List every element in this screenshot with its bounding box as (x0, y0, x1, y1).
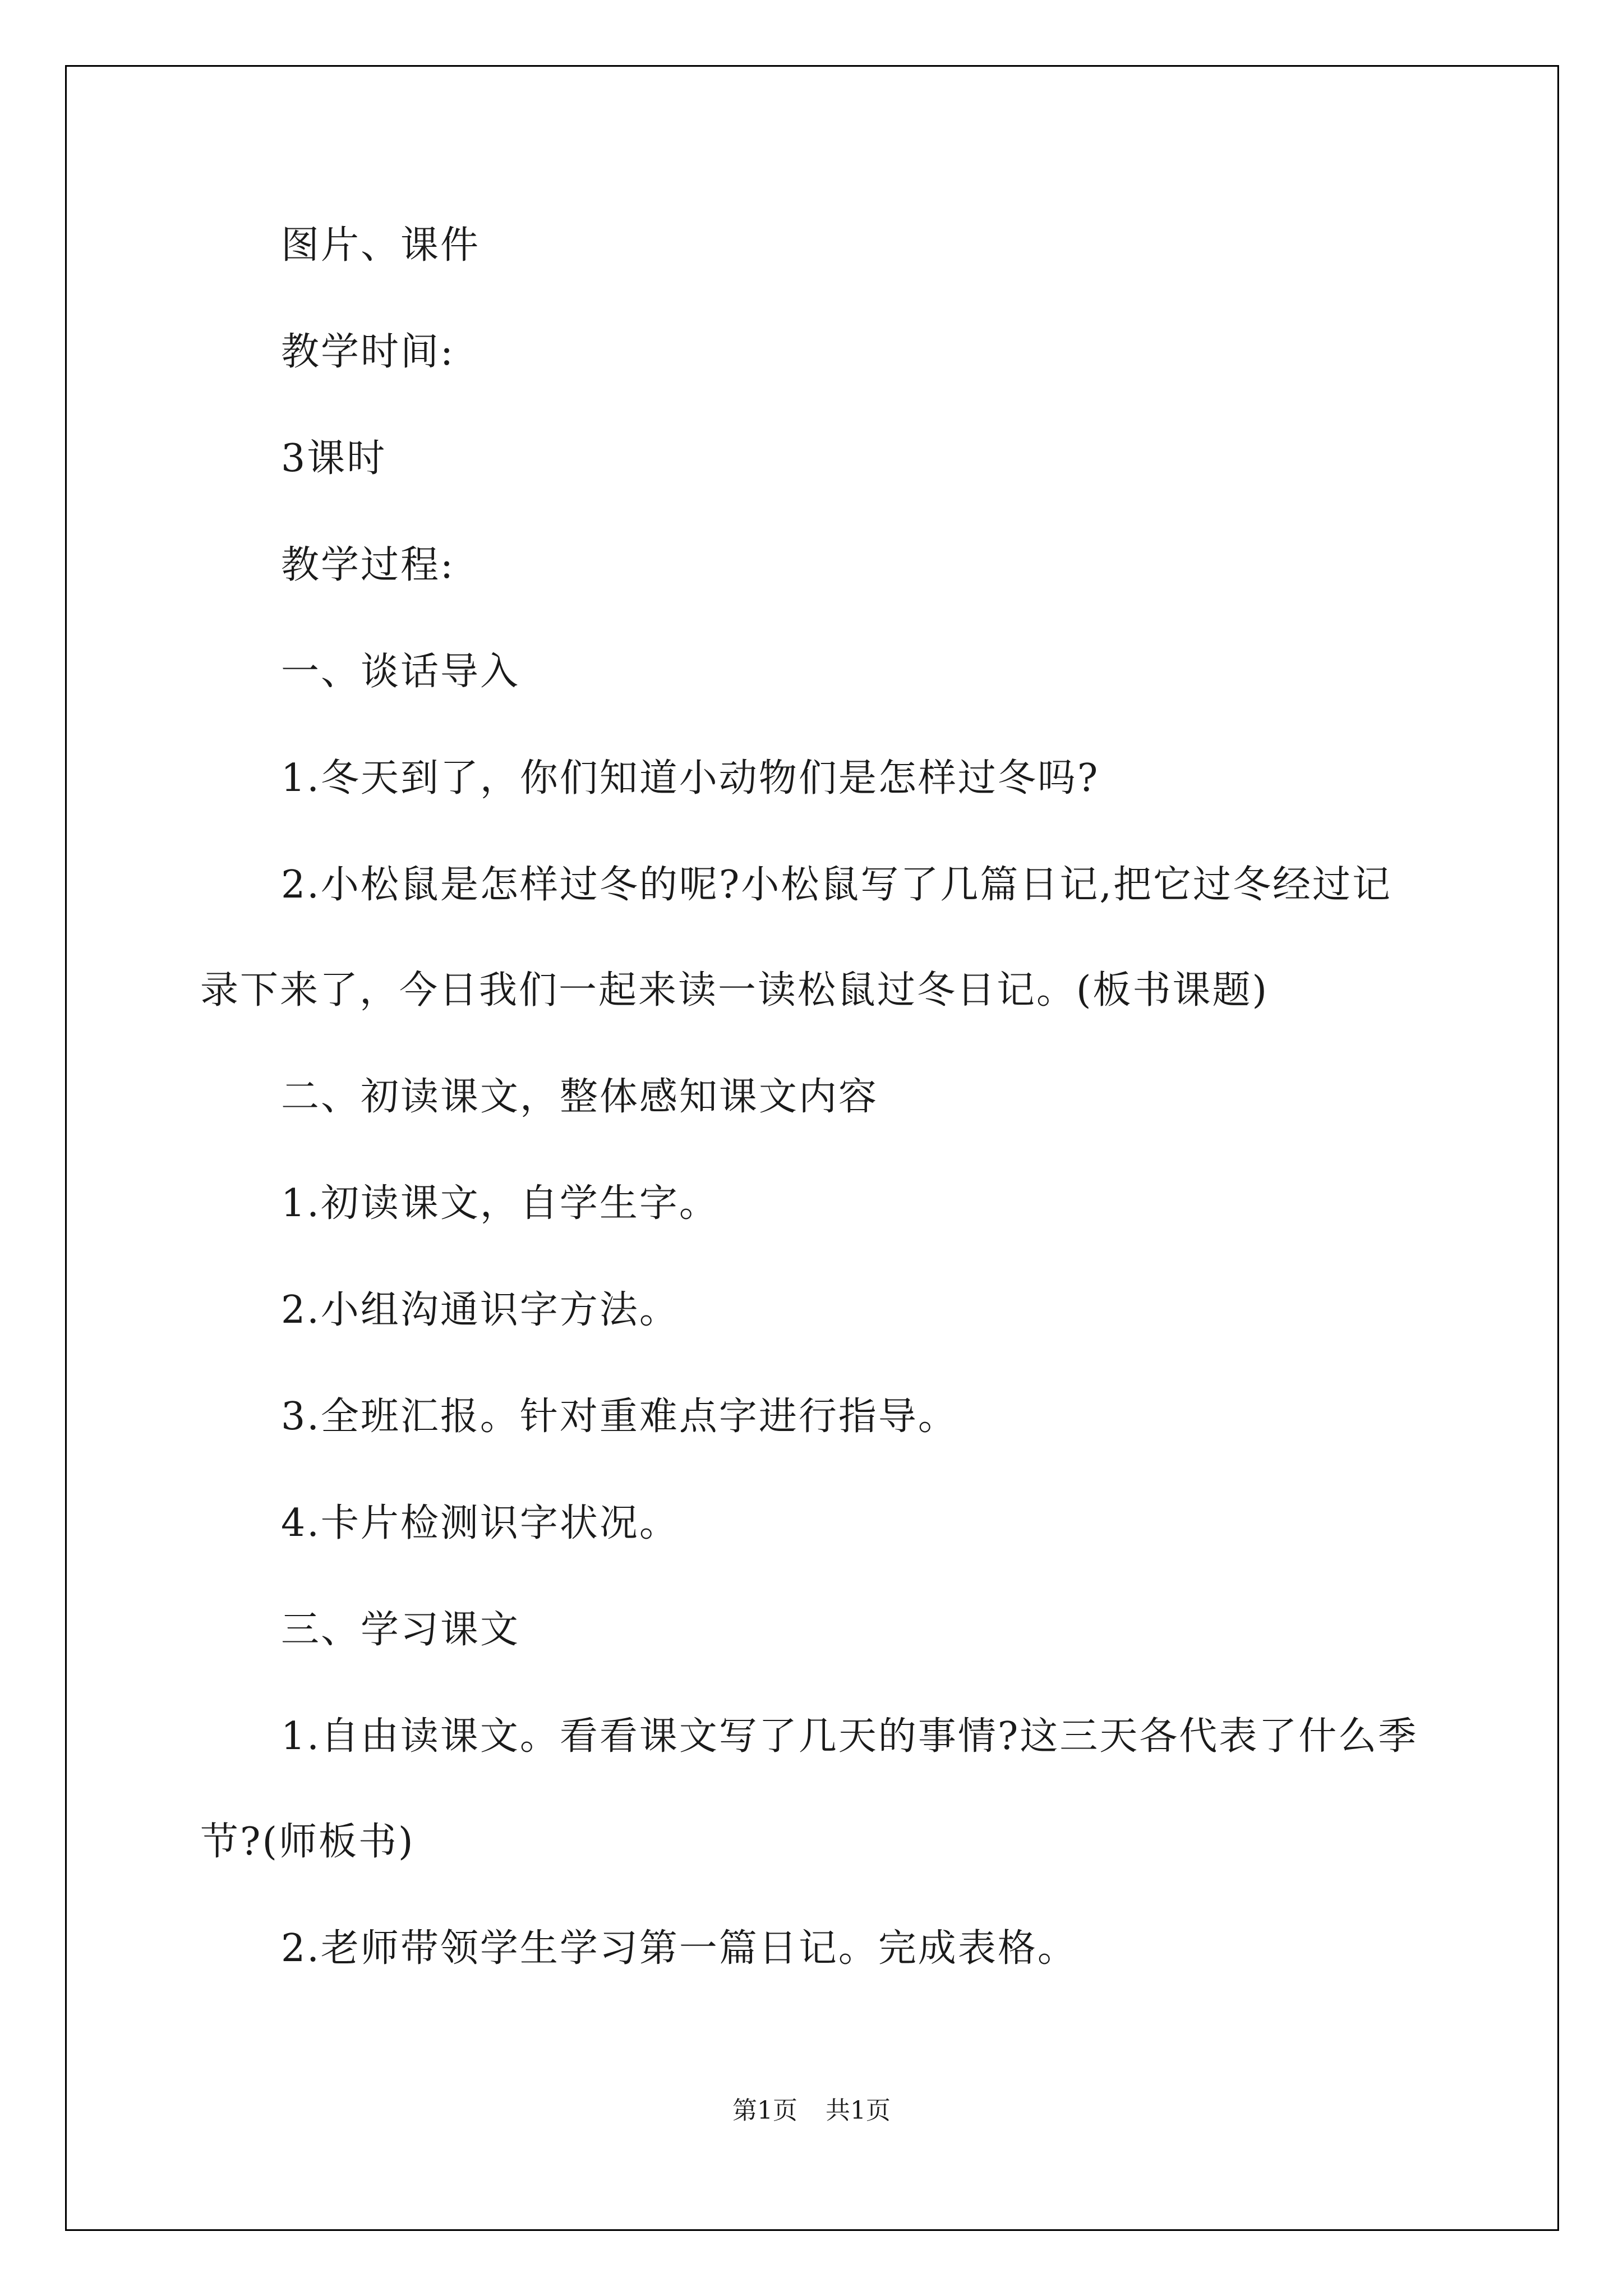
paragraph: 3课时 (281, 436, 387, 481)
section-heading: 一、谈话导入 (281, 650, 520, 694)
page-footer (0, 2090, 1623, 2126)
page-total: 共1页 (826, 2096, 891, 2125)
paragraph: 1.自由读课文。看看课文写了几天的事情?这三天各代表了什么季节?(师板书) (200, 1714, 1418, 1864)
paragraph: 4.卡片检测识字状况。 (281, 1501, 679, 1545)
paragraph: 1.冬天到了，你们知道小动物们是怎样过冬吗? (281, 756, 1100, 800)
section-heading: 三、学习课文 (281, 1608, 520, 1652)
paragraph: 图片、课件 (281, 223, 481, 268)
paragraph: 3.全班汇报。针对重难点字进行指导。 (281, 1395, 958, 1439)
section-heading: 二、初读课文，整体感知课文内容 (281, 1075, 879, 1119)
paragraph: 2.小组沟通识字方法。 (281, 1288, 679, 1332)
paragraph: 教学过程: (281, 543, 455, 587)
paragraph: 1.初读课文，自学生字。 (281, 1181, 719, 1226)
paragraph: 2.老师带领学生学习第一篇日记。完成表格。 (281, 1926, 1077, 1971)
paragraph: 教学时间: (281, 330, 455, 374)
paragraph: 2.小松鼠是怎样过冬的呢?小松鼠写了几篇日记,把它过冬经过记录下来了，今日我们一起来读一读松鼠过冬日记。(板书课题) (200, 863, 1392, 1013)
document-body (200, 219, 1428, 2028)
page-number: 第1页 (732, 2096, 797, 2125)
